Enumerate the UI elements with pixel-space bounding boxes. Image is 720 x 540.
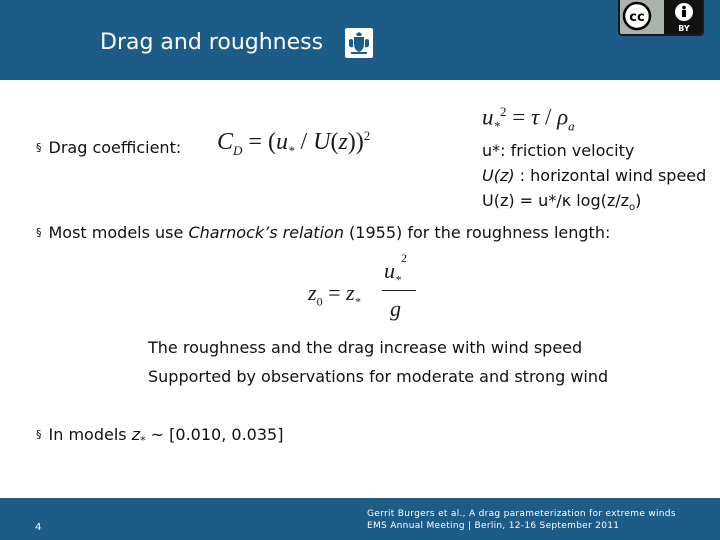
coat-of-arms-icon [347, 31, 371, 55]
bullet-charnock: § Most models use Charnock’s relation (1955) for the roughness length: [36, 223, 611, 242]
citation-line-2: EMS Annual Meeting | Berlin, 12-16 September 2011 [367, 521, 620, 531]
wind-speed-symbol: U(z) [482, 166, 515, 185]
bullet-mark: § [36, 141, 42, 154]
observations-statement: Supported by observations for moderate and strong wind [148, 367, 609, 386]
title-bar [0, 0, 720, 80]
cc-icon-label: cc [629, 10, 645, 25]
drag-coefficient-label: Drag coefficient: [48, 138, 182, 157]
citation [367, 508, 676, 532]
drag-coefficient-equation: $C_D = (u_* / U(z))^2$ [217, 128, 371, 158]
charnock-relation-emphasis: Charnock’s relation [188, 223, 344, 242]
friction-velocity-symbol: u* [482, 141, 501, 160]
by-label: BY [678, 24, 690, 33]
log-wind-law: U(z) = u*/κ $\log(z/z_o)$ [482, 191, 642, 214]
bullet-models-range: § In models $z_*$ ~ [0.010, 0.035] [36, 425, 284, 448]
bullet-drag-coefficient [36, 138, 181, 157]
slide-title: Drag and roughness [100, 30, 324, 55]
crest-logo [345, 28, 373, 58]
wind-speed-definition: U(z) : horizontal wind speed [482, 166, 707, 185]
citation-line-1: Gerrit Burgers et al., A drag parameterization for extreme winds [367, 509, 676, 519]
roughness-statement: The roughness and the drag increase with wind speed [148, 338, 583, 357]
footer-bar [0, 498, 720, 540]
charnock-equation: $z_0 = z_*$ $u_*^2$ g [308, 258, 428, 328]
friction-velocity-definition: u*: friction velocity [482, 141, 635, 160]
cc-by-license-badge [618, 0, 704, 36]
friction-velocity-equation: $u_*^2 = \tau / \rho_a$ [482, 104, 575, 134]
page-number: 4 [35, 522, 42, 533]
